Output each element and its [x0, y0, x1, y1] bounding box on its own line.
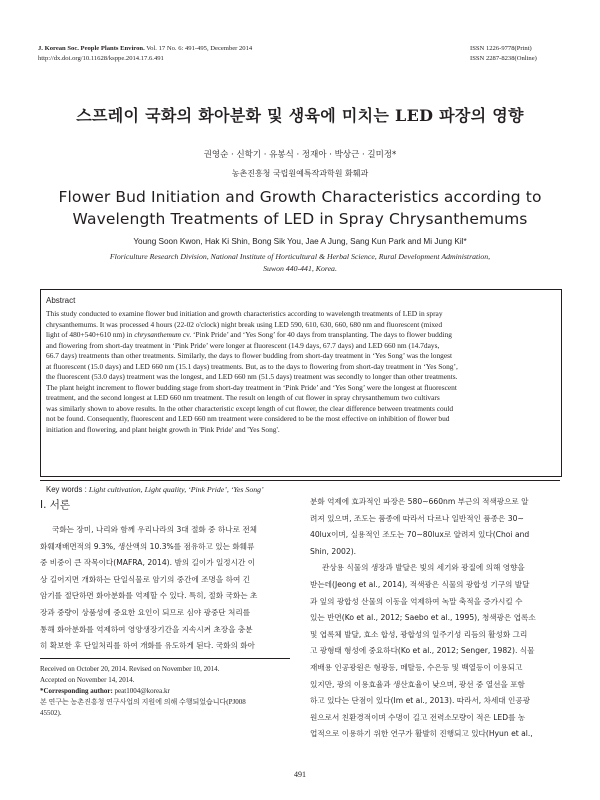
- title-english-line2: Wavelength Treatments of LED in Spray Chrysanthemums: [72, 210, 528, 228]
- journal-name: J. Korean Soc. People Plants Environ.: [38, 45, 145, 52]
- body-line: 있지만, 광의 이용효율과 생산효율이 낮으며, 광선 중 열선을 포함: [310, 679, 525, 689]
- affiliation-english-line1: Floriculture Research Division, National Institute of Horticultural & Herbal Science, Rural Development Administration,: [109, 252, 491, 261]
- body-line: 및 엽록체 발달, 효소 합성, 광합성의 일주기성 리듬의 활성화 그리: [310, 629, 528, 639]
- body-line: 하고 있다는 단점이 있다(Im et al., 2013). 따라서, 차세대 인공광: [310, 696, 531, 706]
- body-line: 관상용 식물의 생장과 발달은 빛의 세기와 광질에 의해 영향을: [322, 563, 525, 573]
- body-line: 화훼재배면적의 9.3%, 생산액의 10.3%를 점유하고 있는 화훼류: [40, 541, 255, 551]
- body-line: 원으로서 친환경적이며 수명이 길고 전력소모량이 적은 LED를 농: [310, 712, 526, 722]
- right-column-body: [310, 494, 560, 743]
- body-line: 국화는 장미, 나리와 함께 우리나라의 3대 절화 중 하나로 전체: [52, 525, 258, 534]
- body-line: 상 길어지면 개화하는 단일식물로 암기의 중간에 조명을 하여 긴: [40, 574, 251, 584]
- footnote-divider: [40, 658, 290, 659]
- doi-link[interactable]: http://dx.doi.org/10.11628/ksppe.2014.17.6.491: [38, 55, 164, 62]
- abstract-text: [46, 309, 554, 436]
- abstract-line: treatment, and the second longest at LED 660 nm treatment. The result on length of cut flower in spray chrysanthemum two cultivars: [46, 393, 440, 403]
- section-heading-introduction: Ⅰ. 서론: [40, 499, 71, 511]
- keywords: [46, 485, 264, 494]
- body-line: 분화 억제에 효과적인 파장은 580~660nm 부근의 적색광으로 알: [310, 497, 529, 506]
- affiliation-english-line2: Suwon 440-441, Korea.: [263, 264, 337, 273]
- body-line: 업적으로 이용하기 위한 연구가 활발히 진행되고 있다(Hyun et al.,: [310, 729, 533, 739]
- keywords-value: Light cultivation, Light quality, ‘Pink Pride’, ‘Yes Song’: [88, 485, 264, 494]
- issn-print: ISSN 1226-9778(Print): [470, 45, 532, 52]
- body-line: 려져 있으며, 조도는 품종에 따라서 다르나 일반적인 품종은 30~: [310, 513, 524, 523]
- received-date: Received on October 20, 2014. Revised on November 10, 2014.: [40, 665, 220, 673]
- body-line: 40lux이며, 실용적인 조도는 70~80lux로 알려져 있다(Choi and: [310, 530, 530, 540]
- issn-online: ISSN 2287-8238(Online): [470, 55, 537, 62]
- body-line: 장과 중량이 상품성에 중요한 요인이 되므로 심야 광중단 처리를: [40, 607, 251, 617]
- corresponding-email[interactable]: peat1004@korea.kr: [114, 687, 170, 695]
- abstract-heading: Abstract: [46, 296, 76, 305]
- body-line: 받는데(Jeong et al., 2014), 적색광은 식물의 광합성 기구의 발달: [310, 579, 530, 589]
- body-line: 있는 반면(Ko et al., 2012; Saebo et al., 1995), 청색광은 엽록소: [310, 613, 536, 623]
- body-line: 재배용 인공광원은 형광등, 메탈등, 수은등 및 백열등이 이용되고: [310, 662, 523, 672]
- abstract-line: the fluorescent (53.0 days) treatment was the longest, and LED 660 nm (51.5 days) treatment was secondly to longer than other treatments.: [46, 372, 458, 382]
- left-column-body: [40, 522, 290, 655]
- journal-volume: Vol. 17 No. 6: 491-495, December 2014: [146, 45, 253, 52]
- issn-block: [470, 44, 537, 64]
- body-line: 과 잎의 광합성 산물의 이동을 억제하여 녹말 축적을 증가시킬 수: [310, 596, 523, 606]
- abstract-line: and flowering from short-day treatment in ‘Pink Pride’ were longer at fluorescent (14.9 days, 67.7 days) and LED 660 nm (14.7days,: [46, 340, 440, 350]
- abstract-line: 66.7 days) treatments than other treatments. Similarly, the days to flower budding from short-day treatment in ‘Yes Song’ was the longest: [46, 351, 453, 361]
- body-line: 중 비중이 큰 작목이다(MAFRA, 2014). 밤의 길이가 일정시간 이: [40, 558, 256, 568]
- footnotes: [40, 664, 290, 719]
- abstract-line: light of 480+540+610 nm) in chrysanthemum cv. ‘Pink Pride’ and ‘Yes Song’ for 40 days from transplanting. The days to flower budding: [46, 330, 452, 340]
- abstract-line: not be found. Consequently, fluorescent and LED 660 nm treatment were considered to be the most effective on inhibition of flower bud: [46, 414, 450, 424]
- authors-english: Young Soon Kwon, Hak Ki Shin, Bong Sik You, Jae A Jung, Sang Kun Park and Mi Jung Kil*: [133, 237, 467, 246]
- funding-note-line1: 본 연구는 농촌진흥청 연구사업의 지원에 의해 수행되었습니다(PJ008: [40, 698, 246, 706]
- body-line: 통해 화아분화를 억제하여 영양생장기간을 지속시켜 초장을 충분: [40, 624, 253, 634]
- abstract-line: chrysanthemums. It was processed 4 hours (22-02 o'clock) night break using LED 590, 610, 630, 660, 680 nm and fluorescent (mixed: [46, 319, 443, 329]
- title-korean: 스프레이 국화의 화아분화 및 생육에 미치는 LED 파장의 영향: [76, 106, 524, 125]
- title-english: [0, 186, 600, 230]
- abstract-line: at fluorescent (15.0 days) and LED 660 nm (15.1 days) treatments. But, as to the days to flowering from short-day treatment in ‘Yes Song’,: [46, 361, 458, 371]
- keywords-label: Key words :: [46, 485, 89, 494]
- keywords-divider: [40, 480, 560, 481]
- body-line: 암기를 절단하면 화아분화를 억제할 수 있다. 특히, 절화 국화는 초: [40, 591, 258, 601]
- abstract-line: This study conducted to examine flower bud initiation and growth characteristics according to wavelength treatments of LED in spray: [46, 309, 443, 318]
- body-line: Shin, 2002).: [310, 546, 357, 556]
- abstract-line: The plant height increment to flower budding stage from short-day treatment in ‘Pink Pride’ and ‘Yes Song’ were the longest at fluorescent: [46, 382, 457, 392]
- abstract-line: initiation and flowering, and plant height growth in 'Pink Pride' and 'Yes Song'.: [46, 425, 280, 435]
- abstract-line: was similarly shown to above results. In the other characteristic except length of cut flower, the clear difference between treatments could: [46, 403, 454, 413]
- body-line: 고 광형태 형성에 중요하다(Ko et al., 2012; Senger, 1982). 식물: [310, 646, 535, 656]
- affiliation-korean: 농촌진흥청 국립원예특작과학원 화훼과: [231, 169, 369, 178]
- body-line: 히 확보한 후 단일처리를 하여 개화를 유도하게 된다. 국화의 화아: [40, 641, 255, 651]
- authors-korean: 권영순 · 신학기 · 유봉식 · 정재아 · 박상근 · 길미정*: [203, 150, 397, 160]
- page-number: 491: [294, 770, 306, 779]
- funding-note-line2: 45502).: [40, 709, 62, 717]
- accepted-date: Accepted on November 14, 2014.: [40, 676, 135, 684]
- journal-header: [38, 44, 252, 64]
- title-english-line1: Flower Bud Initiation and Growth Characteristics according to: [58, 188, 542, 206]
- affiliation-english: [80, 251, 520, 275]
- corresponding-author: *Corresponding author: peat1004@korea.kr: [40, 687, 170, 695]
